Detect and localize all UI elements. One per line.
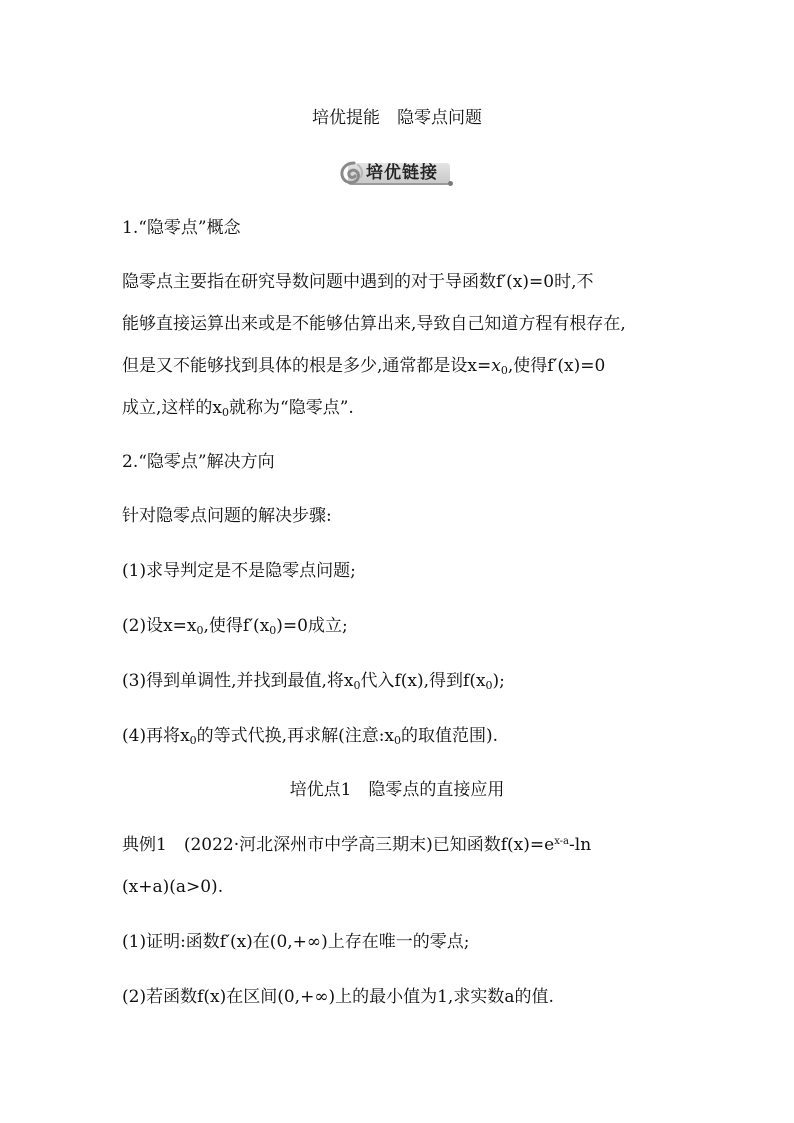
subscript: 0 bbox=[500, 364, 508, 377]
subscript: 0 bbox=[394, 734, 402, 747]
text-run: 代入f(x),得到f(x bbox=[360, 671, 486, 691]
subscript: 0 bbox=[485, 679, 493, 692]
text-run: -ln bbox=[569, 835, 592, 855]
text-run: (2)设x=x bbox=[122, 616, 197, 636]
text-run: 但是又不能够找到具体的根是多少,通常都是设x= bbox=[122, 356, 492, 376]
text-run: ); bbox=[492, 671, 505, 691]
subscript: 0 bbox=[196, 624, 204, 637]
step-1: (1)求导判定是不是隐零点问题; bbox=[122, 561, 356, 581]
text-run: )=0成立; bbox=[276, 616, 348, 636]
text-run: (4)再将x bbox=[122, 726, 190, 746]
section2-intro: 针对隐零点问题的解决步骤: bbox=[122, 506, 332, 526]
subscript: 0 bbox=[189, 734, 197, 747]
section-banner bbox=[338, 158, 458, 188]
section1-paragraph-line1: 隐零点主要指在研究导数问题中遇到的对于导函数f′(x)=0时,不 bbox=[122, 272, 594, 292]
example1-question1: (1)证明:函数f′(x)在(0,+∞)上存在唯一的零点; bbox=[122, 932, 470, 952]
text-run: 的等式代换,再求解(注意:x bbox=[196, 726, 395, 746]
text-run: (3)得到单调性,并找到最值,将x bbox=[122, 671, 354, 691]
subscript: 0 bbox=[269, 624, 277, 637]
text-run: 就称为“隐零点”. bbox=[229, 398, 354, 418]
example1-line2: (x+a)(a>0). bbox=[122, 877, 224, 897]
text-run: 成立,这样的x bbox=[122, 398, 222, 418]
superscript: x-a bbox=[554, 836, 570, 847]
subscript: 0 bbox=[353, 679, 361, 692]
text-run: 的取值范围). bbox=[401, 726, 499, 746]
section1-paragraph-line2: 能够直接运算出来或是不能够估算出来,导致自己知道方程有根存在, bbox=[122, 314, 626, 334]
banner-label: 培优链接 bbox=[366, 163, 438, 183]
step-2 bbox=[122, 614, 348, 638]
subscript: 0 bbox=[222, 406, 229, 419]
point1-heading: 培优点1 隐零点的直接应用 bbox=[289, 780, 505, 800]
section1-paragraph-line4 bbox=[122, 396, 354, 420]
section2-heading: 2.“隐零点”解决方向 bbox=[122, 452, 275, 472]
section1-paragraph-line3 bbox=[122, 354, 605, 378]
swirl-logo-icon bbox=[338, 159, 366, 187]
math-variable: x bbox=[491, 356, 501, 376]
text-run: ,使得f′(x bbox=[203, 616, 270, 636]
example1-line1 bbox=[122, 833, 591, 857]
step-3 bbox=[122, 669, 505, 693]
banner-dot bbox=[448, 181, 453, 186]
step-4 bbox=[122, 724, 498, 748]
example1-question2: (2)若函数f(x)在区间(0,+∞)上的最小值为1,求实数a的值. bbox=[122, 987, 554, 1007]
text-run: 典例1 (2022·河北深州市中学高三期末)已知函数f(x)=e bbox=[122, 835, 555, 855]
page-title: 培优提能 隐零点问题 bbox=[312, 108, 482, 128]
section1-heading: 1.“隐零点”概念 bbox=[122, 218, 241, 238]
text-run: ,使得f′(x)=0 bbox=[507, 356, 606, 376]
